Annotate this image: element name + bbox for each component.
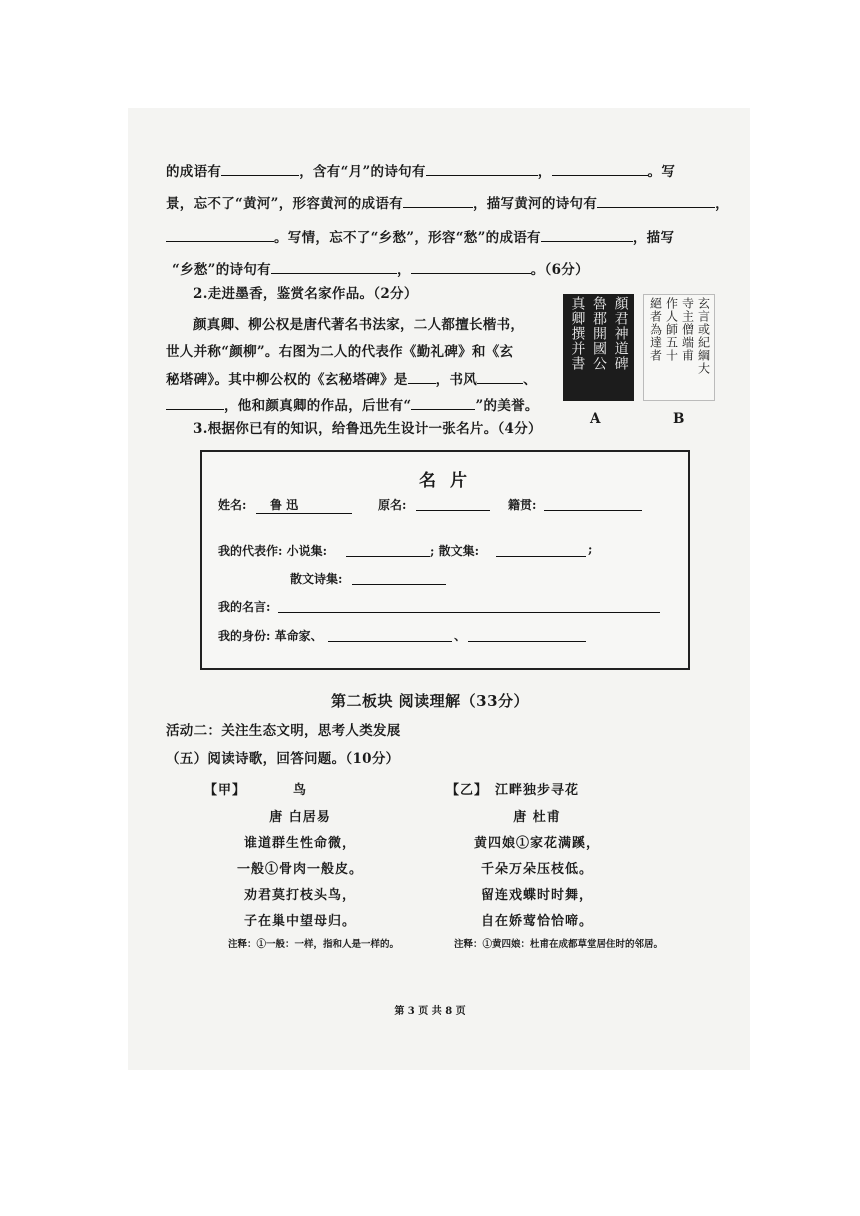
poem-a-note: 注释：①一般：一样，指和人是一样的。 — [228, 939, 400, 950]
image-a-label: A — [590, 411, 601, 427]
q1-text: 。写情，忘不了“乡愁”，形容“愁”的成语有 — [274, 230, 541, 246]
q1-text: ， — [537, 164, 552, 180]
answer-blank[interactable] — [411, 396, 475, 410]
poem-a-line: 谁道群生性命微， — [243, 836, 356, 851]
hometown-label: 籍贯: — [508, 498, 537, 512]
name-label: 姓名: — [218, 498, 247, 512]
answer-blank[interactable] — [166, 396, 224, 410]
q1-text: “乡愁”的诗句有 — [172, 262, 271, 278]
q3-title: 3.根据你已有的知识，给鲁迅先生设计一张名片。（4分） — [193, 421, 542, 437]
answer-blank[interactable] — [403, 194, 473, 208]
q2-paragraph-line: 颜真卿、柳公权是唐代著名书法家，二人都擅长楷书， — [193, 317, 525, 333]
hometown-field[interactable] — [544, 510, 642, 511]
calligraphy-column: 玄言或紀綱大 — [696, 297, 711, 375]
question-5-title: （五）阅读诗歌，回答问题。（10分） — [166, 751, 400, 767]
answer-blank[interactable] — [166, 228, 274, 242]
answer-blank[interactable] — [477, 370, 523, 384]
q1-text: 的成语有 — [166, 164, 222, 180]
q1-text: 景，忘不了“黄河”，形容黄河的成语有 — [166, 196, 403, 212]
poem-a-line: 劝君莫打枝头鸟， — [243, 888, 356, 903]
q1-line-1 — [166, 162, 675, 181]
q2-text: ，书风 — [435, 372, 478, 388]
calligraphy-column: 寺主僧端甫 — [680, 297, 695, 362]
q2-title: 2.走进墨香，鉴赏名家作品。（2分） — [193, 286, 418, 302]
identity-label: 我的身份: 革命家、 — [218, 629, 323, 643]
poem-b-note: 注释：①黄四娘：杜甫在成都草堂居住时的邻居。 — [454, 939, 664, 950]
calligraphy-column: 魯郡開國公 — [590, 296, 607, 371]
q1-text: 。写 — [647, 164, 676, 180]
answer-blank[interactable] — [411, 260, 531, 274]
q2-text: ”的美誉。 — [475, 398, 539, 414]
answer-blank[interactable] — [408, 370, 436, 384]
poem-b-line: 留连戏蝶时时舞， — [480, 888, 593, 903]
answer-blank[interactable] — [271, 260, 397, 274]
poem-a-line: 一般①骨肉一般皮。 — [236, 862, 363, 877]
q2-text: ，他和颜真卿的作品，后世有“ — [224, 398, 412, 414]
works-label: 我的代表作: 小说集: — [218, 544, 328, 558]
calligraphy-image-b — [643, 294, 715, 401]
poem-b-title: 江畔独步寻花 — [494, 783, 579, 798]
poem-a-author: 唐 白居易 — [269, 810, 331, 825]
essay-end: ; — [588, 542, 593, 556]
q1-text: 。（6分） — [530, 262, 589, 278]
q1-text: ， — [715, 196, 729, 212]
identity-field-1[interactable] — [328, 641, 452, 642]
calligraphy-image-a — [563, 294, 634, 401]
prose-poem-field[interactable] — [352, 584, 446, 585]
q1-text: ， — [396, 262, 411, 278]
identity-separator: 、 — [454, 629, 467, 643]
answer-blank[interactable] — [426, 162, 538, 176]
poem-b-line: 千朵万朵压枝低。 — [480, 862, 593, 877]
q1-line-4 — [172, 260, 589, 279]
card-title: 名 片 — [419, 471, 471, 491]
image-b-label: B — [673, 411, 685, 427]
section-heading: 第二板块 阅读理解（33分） — [330, 692, 530, 710]
answer-blank[interactable] — [541, 228, 633, 242]
poem-a-title: 鸟 — [292, 783, 307, 798]
q2-text: 、 — [523, 372, 537, 388]
poem-b-line: 自在娇莺恰恰啼。 — [480, 914, 593, 929]
business-card — [200, 450, 690, 670]
original-name-label: 原名: — [378, 498, 407, 512]
identity-field-2[interactable] — [468, 641, 586, 642]
q1-line-2 — [166, 194, 729, 213]
q2-paragraph-line — [166, 370, 537, 389]
calligraphy-column: 作人師五十 — [664, 297, 679, 362]
essay-label: ; 散文集: — [430, 544, 480, 558]
calligraphy-column: 真卿撰并書 — [569, 296, 586, 371]
essay-collection-field[interactable] — [496, 556, 586, 557]
name-field[interactable]: 鲁 迅 — [256, 496, 352, 514]
q1-text: ，描写 — [632, 230, 675, 246]
poem-b-line: 黄四娘①家花满蹊， — [473, 836, 600, 851]
q1-text: ，含有“月”的诗句有 — [299, 164, 426, 180]
quote-field[interactable] — [278, 612, 660, 613]
novel-collection-field[interactable] — [346, 556, 430, 557]
q2-paragraph-line — [166, 396, 539, 415]
activity-title: 活动二：关注生态文明，思考人类发展 — [166, 723, 401, 739]
calligraphy-column: 顏君神道碑 — [612, 296, 629, 371]
answer-blank[interactable] — [552, 162, 648, 176]
q1-line-3 — [166, 228, 674, 247]
poem-a-tag: 【甲】 — [204, 783, 247, 798]
poem-a-line: 子在巢中望母归。 — [243, 914, 356, 929]
calligraphy-column: 絕者為達者 — [648, 297, 663, 362]
q2-paragraph-line: 世人并称“颜柳”。右图为二人的代表作《勤礼碑》和《玄 — [166, 344, 514, 360]
poem-b-tag: 【乙】 — [446, 783, 489, 798]
q2-text: 秘塔碑》。其中柳公权的《玄秘塔碑》是 — [166, 372, 408, 388]
answer-blank[interactable] — [221, 162, 299, 176]
answer-blank[interactable] — [597, 194, 715, 208]
prose-poem-label: 散文诗集: — [290, 572, 343, 586]
q1-text: ，描写黄河的诗句有 — [472, 196, 598, 212]
quote-label: 我的名言: — [218, 600, 271, 614]
original-name-field[interactable] — [416, 510, 490, 511]
page-footer: 第 3 页 共 8 页 — [394, 1006, 466, 1017]
poem-b-author: 唐 杜甫 — [513, 810, 561, 825]
